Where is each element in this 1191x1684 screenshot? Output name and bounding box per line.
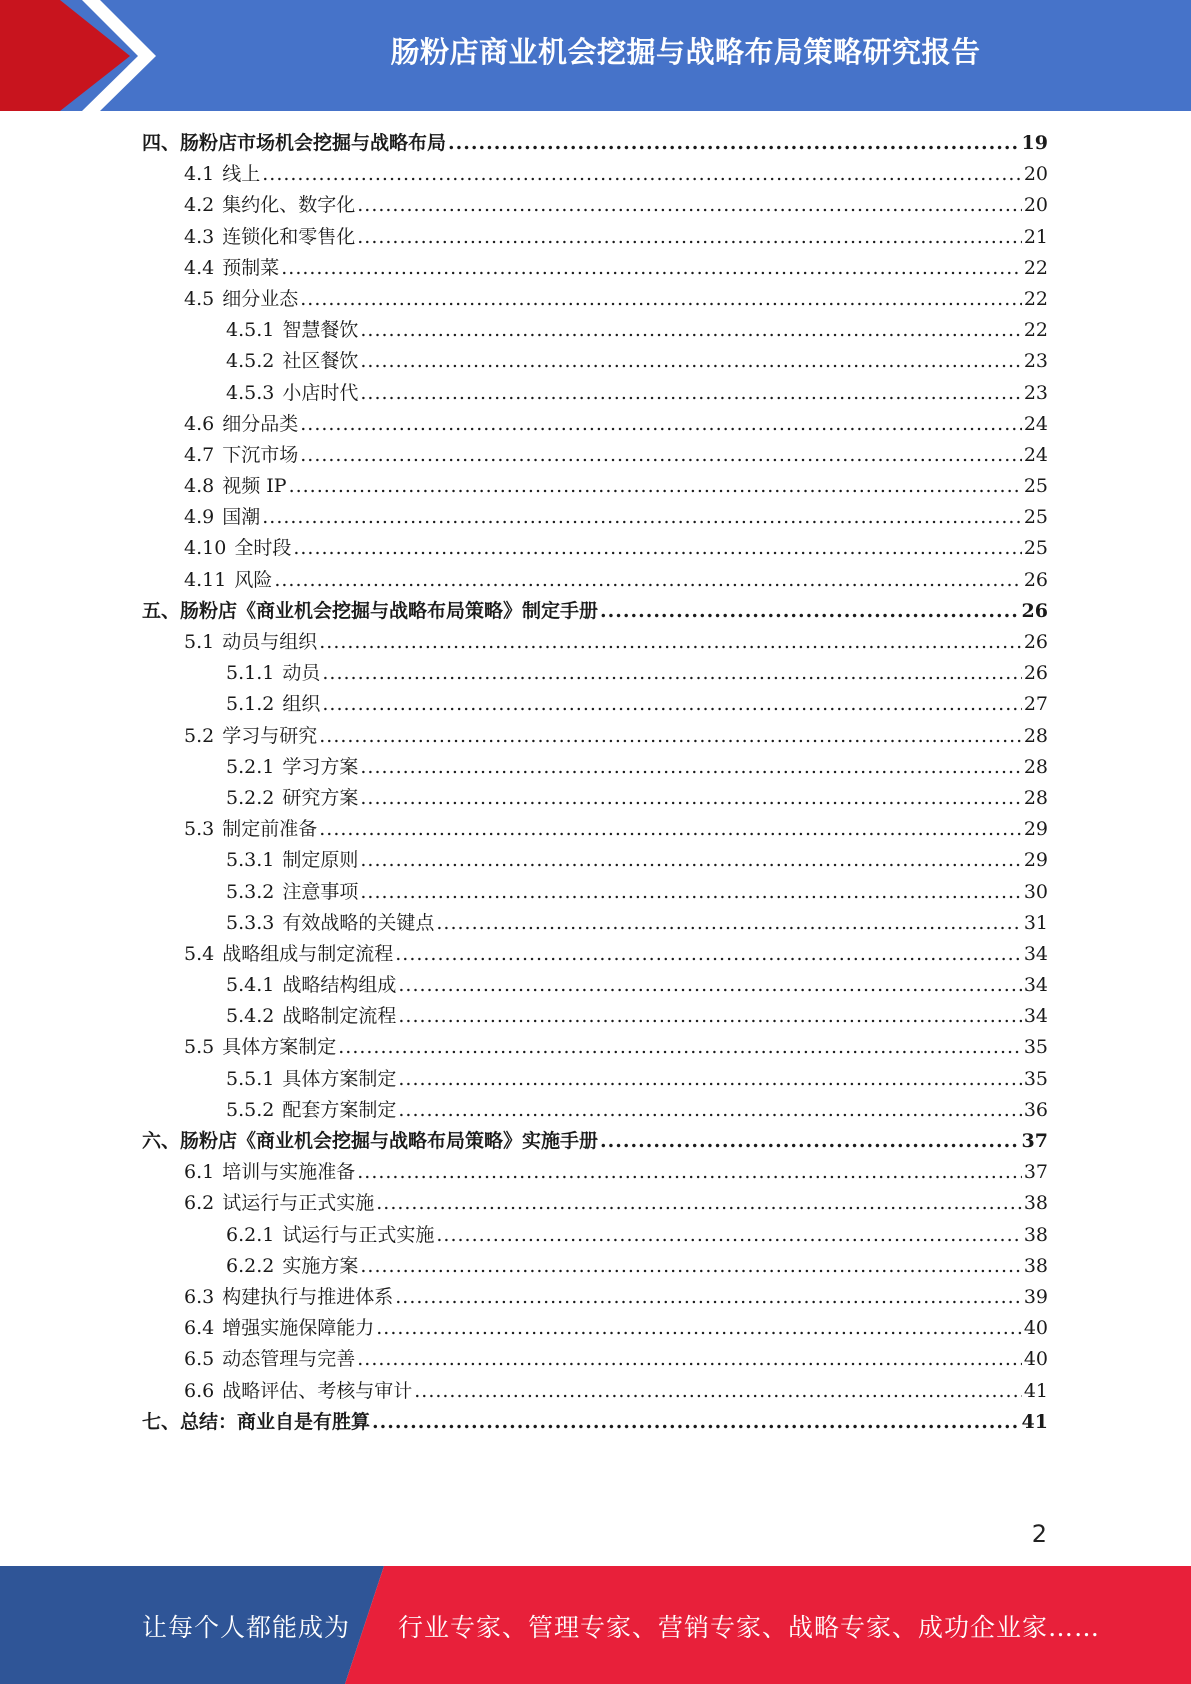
toc-entry-title: 制定原则 xyxy=(282,849,359,872)
toc-entry-number: 5.3.3 xyxy=(226,911,275,934)
toc-entry[interactable] xyxy=(142,471,1048,502)
toc-entry-page: 20 xyxy=(1023,163,1048,186)
toc-entry-number: 4.10 xyxy=(184,537,227,560)
toc-entry[interactable] xyxy=(142,814,1048,845)
toc-entry-title: 构建执行与推进体系 xyxy=(222,1285,394,1308)
toc-entry-title: 线上 xyxy=(222,163,261,186)
toc-entry[interactable] xyxy=(142,1313,1048,1344)
toc-dot-leader xyxy=(360,783,1021,814)
toc-entry-page: 30 xyxy=(1023,880,1048,903)
toc-entry-number: 5.3.2 xyxy=(226,880,275,903)
toc-entry[interactable] xyxy=(142,721,1048,752)
toc-entry-number: 5.1 xyxy=(184,631,215,653)
toc-entry[interactable] xyxy=(142,159,1048,190)
toc-dot-leader xyxy=(414,1376,1022,1407)
toc-entry-page: 36 xyxy=(1023,1098,1048,1121)
toc-dot-leader xyxy=(360,752,1021,783)
toc-entry-number: 5.5 xyxy=(184,1036,215,1059)
toc-entry-page: 26 xyxy=(1023,631,1048,653)
toc-entry-title: 制定前准备 xyxy=(222,818,318,841)
toc-entry[interactable] xyxy=(142,752,1048,783)
toc-dot-leader xyxy=(281,253,1022,284)
toc-entry-title: 具体方案制定 xyxy=(222,1036,337,1059)
toc-entry-title: 学习与研究 xyxy=(222,724,318,747)
toc-entry[interactable] xyxy=(142,1064,1048,1095)
toc-entry-number: 5.1.1 xyxy=(226,662,275,685)
toc-entry-title: 研究方案 xyxy=(282,786,359,809)
toc-dot-leader xyxy=(274,565,1021,596)
toc-dot-leader xyxy=(289,471,1022,502)
toc-entry-page: 24 xyxy=(1023,443,1048,466)
toc-entry-number: 4.4 xyxy=(184,256,215,279)
toc-dot-leader xyxy=(398,1095,1021,1126)
toc-entry-page: 34 xyxy=(1023,974,1048,997)
toc-entry-page: 21 xyxy=(1023,225,1048,248)
toc-entry-title: 小店时代 xyxy=(282,381,359,404)
toc-dot-leader xyxy=(398,1001,1021,1032)
toc-entry-number: 4.8 xyxy=(184,475,215,498)
toc-entry-number: 6.5 xyxy=(184,1348,215,1371)
toc-entry[interactable] xyxy=(142,1001,1048,1032)
toc-entry[interactable] xyxy=(142,689,1048,720)
toc-dot-leader xyxy=(600,1126,1020,1157)
toc-entry-number: 5.2.1 xyxy=(226,755,275,778)
toc-entry-page: 22 xyxy=(1023,256,1048,279)
toc-entry-number: 4.7 xyxy=(184,443,215,466)
document-title: 肠粉店商业机会挖掘与战略布局策略研究报告 xyxy=(390,35,981,69)
toc-entry-page: 41 xyxy=(1023,1379,1048,1402)
toc-entry-number: 6.1 xyxy=(184,1161,215,1184)
toc-entry-title: 战略结构组成 xyxy=(282,974,397,997)
toc-entry[interactable] xyxy=(142,502,1048,533)
footer-slogan-left: 让每个人都能成为 xyxy=(142,1613,351,1642)
toc-dot-leader xyxy=(395,1282,1022,1313)
toc-entry-title: 国潮 xyxy=(222,506,261,529)
toc-entry-page: 25 xyxy=(1023,475,1048,498)
toc-entry[interactable] xyxy=(142,627,1048,658)
toc-dot-leader xyxy=(395,939,1022,970)
toc-entry-title: 组织 xyxy=(282,693,321,716)
toc-dot-leader xyxy=(360,877,1021,908)
toc-dot-leader xyxy=(262,502,1022,533)
toc-entry-number: 6.6 xyxy=(184,1379,215,1402)
toc-entry-page: 26 xyxy=(1023,662,1048,685)
toc-dot-leader xyxy=(357,190,1022,221)
toc-entry-page: 34 xyxy=(1023,942,1048,965)
toc-entry-title: 六、肠粉店《商业机会挖掘与战略布局策略》实施手册 xyxy=(142,1130,599,1152)
toc-entry-page: 28 xyxy=(1023,755,1048,778)
toc-entry-number: 4.5.1 xyxy=(226,319,275,342)
toc-entry-page: 24 xyxy=(1023,412,1048,435)
toc-entry[interactable] xyxy=(142,253,1048,284)
toc-entry-page: 22 xyxy=(1023,319,1048,342)
toc-dot-leader xyxy=(300,440,1022,471)
toc-entry-title: 五、肠粉店《商业机会挖掘与战略布局策略》制定手册 xyxy=(142,599,599,622)
toc-dot-leader xyxy=(398,1064,1021,1095)
toc-entry-page: 38 xyxy=(1023,1223,1048,1246)
toc-entry-number: 5.5.1 xyxy=(226,1067,275,1090)
toc-dot-leader xyxy=(376,1188,1022,1219)
toc-entry[interactable] xyxy=(142,533,1048,564)
header-banner xyxy=(0,0,1191,111)
toc-entry-title: 细分业态 xyxy=(222,287,299,310)
toc-entry-page: 27 xyxy=(1023,693,1048,716)
toc-entry[interactable] xyxy=(142,939,1048,970)
toc-entry-number: 5.4.1 xyxy=(226,974,275,997)
toc-dot-leader xyxy=(357,222,1022,253)
toc-entry-page: 29 xyxy=(1023,849,1048,872)
toc-entry-number: 4.1 xyxy=(184,163,215,186)
toc-entry-page: 37 xyxy=(1021,1130,1048,1152)
toc-dot-leader xyxy=(319,721,1022,752)
toc-entry-title: 全时段 xyxy=(234,537,292,560)
toc-entry[interactable] xyxy=(142,783,1048,814)
toc-entry-number: 5.3 xyxy=(184,818,215,841)
toc-entry[interactable] xyxy=(142,222,1048,253)
toc-entry-page: 37 xyxy=(1023,1161,1048,1184)
toc-entry-page: 28 xyxy=(1023,786,1048,809)
toc-dot-leader xyxy=(293,533,1021,564)
toc-entry-title: 社区餐饮 xyxy=(282,350,359,373)
toc-entry-number: 4.11 xyxy=(184,568,227,591)
toc-entry-page: 25 xyxy=(1023,506,1048,529)
toc-entry-title: 试运行与正式实施 xyxy=(282,1223,435,1246)
toc-entry-title: 培训与实施准备 xyxy=(222,1161,356,1184)
toc-entry[interactable] xyxy=(142,378,1048,409)
toc-entry-number: 5.5.2 xyxy=(226,1098,275,1121)
toc-entry-number: 4.3 xyxy=(184,225,215,248)
toc-entry-number: 4.5 xyxy=(184,287,215,310)
toc-entry-title: 增强实施保障能力 xyxy=(222,1317,375,1340)
toc-entry[interactable] xyxy=(142,1282,1048,1313)
toc-dot-leader xyxy=(360,845,1021,876)
toc-entry[interactable] xyxy=(142,1251,1048,1282)
toc-entry-page: 26 xyxy=(1023,568,1048,591)
toc-entry-title: 实施方案 xyxy=(282,1254,359,1277)
toc-entry-title: 预制菜 xyxy=(222,256,280,279)
toc-entry-number: 4.5.3 xyxy=(226,381,275,404)
toc-entry-title: 战略组成与制定流程 xyxy=(222,942,394,965)
toc-entry-title: 连锁化和零售化 xyxy=(222,225,356,248)
toc-entry[interactable] xyxy=(142,346,1048,377)
toc-entry-number: 5.2 xyxy=(184,724,215,747)
toc-entry[interactable] xyxy=(142,1126,1048,1157)
toc-entry[interactable] xyxy=(142,658,1048,689)
toc-entry-page: 29 xyxy=(1023,818,1048,841)
toc-entry[interactable] xyxy=(142,1032,1048,1063)
toc-entry-title: 试运行与正式实施 xyxy=(222,1192,375,1215)
toc-entry-page: 39 xyxy=(1023,1285,1048,1308)
toc-dot-leader xyxy=(319,627,1022,658)
toc-entry-page: 25 xyxy=(1023,537,1048,560)
toc-entry[interactable] xyxy=(142,190,1048,221)
toc-entry-title: 智慧餐饮 xyxy=(282,319,359,342)
toc-entry-title: 动员与组织 xyxy=(222,631,318,653)
toc-entry-title: 战略制定流程 xyxy=(282,1005,397,1028)
toc-dot-leader xyxy=(300,284,1022,315)
toc-entry-title: 具体方案制定 xyxy=(282,1067,397,1090)
toc-entry-number: 5.4 xyxy=(184,942,215,965)
toc-entry-title: 下沉市场 xyxy=(222,443,299,466)
toc-entry-page: 26 xyxy=(1021,599,1048,622)
toc-entry-title: 细分品类 xyxy=(222,412,299,435)
toc-entry-title: 七、总结：商业自是有胜算 xyxy=(142,1410,371,1433)
toc-entry-number: 4.5.2 xyxy=(226,350,275,373)
table-of-contents xyxy=(142,128,1048,1438)
toc-entry[interactable] xyxy=(142,1344,1048,1375)
toc-entry[interactable] xyxy=(142,877,1048,908)
toc-entry[interactable] xyxy=(142,1220,1048,1251)
toc-entry[interactable] xyxy=(142,409,1048,440)
toc-entry-page: 23 xyxy=(1023,350,1048,373)
toc-dot-leader xyxy=(338,1032,1022,1063)
toc-entry-number: 4.9 xyxy=(184,506,215,529)
toc-entry-title: 战略评估、考核与审计 xyxy=(222,1379,413,1402)
toc-dot-leader xyxy=(436,1220,1021,1251)
toc-entry[interactable] xyxy=(142,908,1048,939)
toc-entry-number: 5.3.1 xyxy=(226,849,275,872)
toc-entry-title: 动员 xyxy=(282,662,321,685)
toc-entry-title: 配套方案制定 xyxy=(282,1098,397,1121)
toc-dot-leader xyxy=(360,315,1021,346)
toc-entry-title: 集约化、数字化 xyxy=(222,194,356,217)
toc-entry-page: 20 xyxy=(1023,194,1048,217)
toc-entry-page: 19 xyxy=(1021,132,1048,154)
toc-entry-number: 6.2.1 xyxy=(226,1223,275,1246)
toc-entry-number: 4.6 xyxy=(184,412,215,435)
toc-dot-leader xyxy=(300,409,1022,440)
toc-entry-number: 5.4.2 xyxy=(226,1005,275,1028)
toc-entry-number: 5.1.2 xyxy=(226,693,275,716)
toc-entry-page: 40 xyxy=(1023,1348,1048,1371)
toc-dot-leader xyxy=(376,1313,1022,1344)
toc-entry-page: 22 xyxy=(1023,287,1048,310)
toc-dot-leader xyxy=(357,1344,1022,1375)
toc-dot-leader xyxy=(600,596,1020,627)
toc-entry-page: 38 xyxy=(1023,1192,1048,1215)
toc-entry-number: 4.2 xyxy=(184,194,215,217)
toc-entry[interactable] xyxy=(142,440,1048,471)
footer-slogan-right: 行业专家、管理专家、营销专家、战略专家、成功企业家…… xyxy=(398,1613,1101,1642)
toc-entry[interactable] xyxy=(142,596,1048,627)
toc-entry-page: 35 xyxy=(1023,1067,1048,1090)
toc-entry-number: 6.3 xyxy=(184,1285,215,1308)
toc-entry[interactable] xyxy=(142,970,1048,1001)
toc-entry-number: 5.2.2 xyxy=(226,786,275,809)
toc-entry-page: 38 xyxy=(1023,1254,1048,1277)
toc-entry[interactable] xyxy=(142,1095,1048,1126)
toc-entry-page: 31 xyxy=(1023,911,1048,934)
toc-entry-number: 6.4 xyxy=(184,1317,215,1340)
toc-entry-number: 6.2.2 xyxy=(226,1254,275,1277)
toc-dot-leader xyxy=(372,1407,1020,1438)
toc-entry-title: 动态管理与完善 xyxy=(222,1348,356,1371)
toc-entry-title: 有效战略的关键点 xyxy=(282,911,435,934)
toc-dot-leader xyxy=(322,689,1021,720)
toc-dot-leader xyxy=(357,1157,1022,1188)
toc-dot-leader xyxy=(436,908,1021,939)
toc-entry-page: 28 xyxy=(1023,724,1048,747)
toc-entry-title: 四、肠粉店市场机会挖掘与战略布局 xyxy=(142,132,447,154)
toc-entry-page: 41 xyxy=(1021,1410,1048,1433)
toc-dot-leader xyxy=(360,1251,1021,1282)
toc-entry-page: 34 xyxy=(1023,1005,1048,1028)
toc-dot-leader xyxy=(360,378,1021,409)
footer-banner xyxy=(0,1566,1191,1684)
toc-entry-title: 注意事项 xyxy=(282,880,359,903)
toc-entry[interactable] xyxy=(142,284,1048,315)
toc-entry-title: 视频 IP xyxy=(222,475,287,498)
page-number: 2 xyxy=(1031,1520,1047,1548)
toc-entry[interactable] xyxy=(142,845,1048,876)
toc-entry[interactable] xyxy=(142,1157,1048,1188)
toc-entry[interactable] xyxy=(142,565,1048,596)
toc-entry[interactable] xyxy=(142,1188,1048,1219)
toc-dot-leader xyxy=(319,814,1022,845)
toc-dot-leader xyxy=(360,346,1021,377)
toc-entry-page: 23 xyxy=(1023,381,1048,404)
toc-entry-title: 风险 xyxy=(234,568,273,591)
toc-entry[interactable] xyxy=(142,1407,1048,1438)
toc-entry[interactable] xyxy=(142,128,1048,159)
toc-entry-title: 学习方案 xyxy=(282,755,359,778)
toc-entry-number: 6.2 xyxy=(184,1192,215,1215)
toc-entry[interactable] xyxy=(142,315,1048,346)
toc-dot-leader xyxy=(262,159,1022,190)
toc-dot-leader xyxy=(398,970,1021,1001)
toc-dot-leader xyxy=(322,658,1021,689)
toc-entry-page: 40 xyxy=(1023,1317,1048,1340)
toc-entry[interactable] xyxy=(142,1376,1048,1407)
toc-entry-page: 35 xyxy=(1023,1036,1048,1059)
toc-dot-leader xyxy=(448,128,1020,159)
